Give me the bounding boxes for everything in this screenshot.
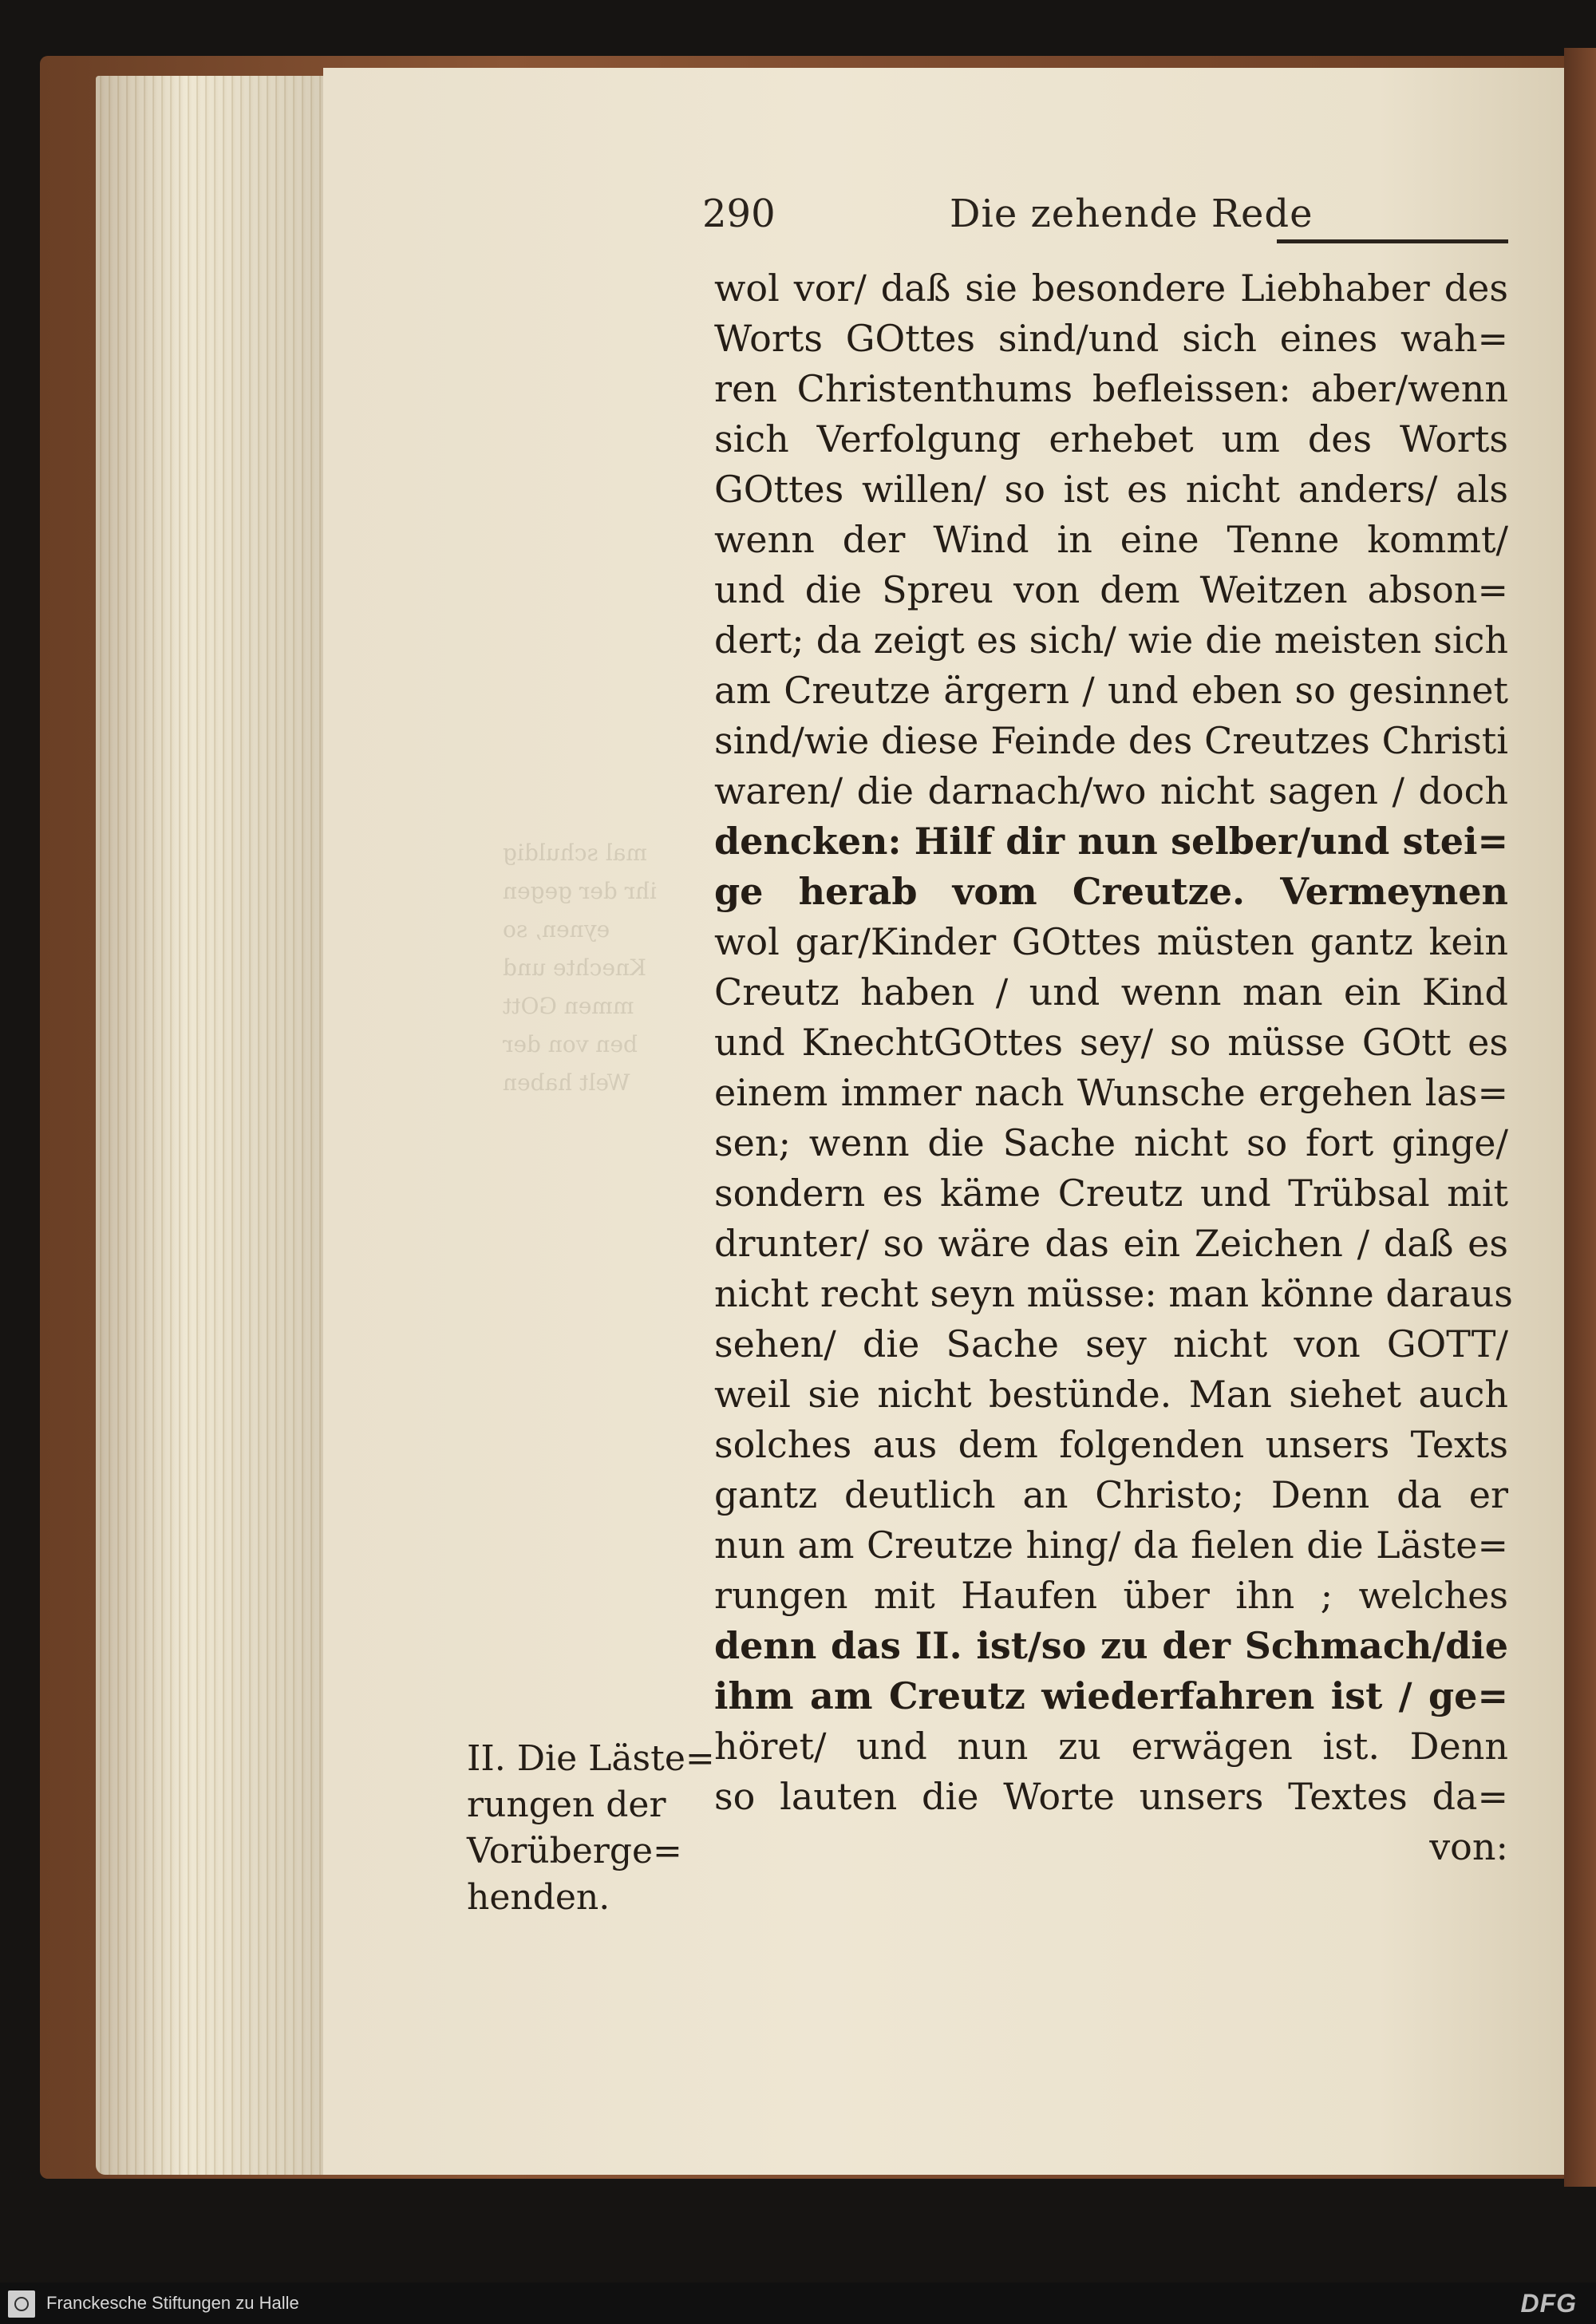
bleed-through-text	[503, 834, 694, 1169]
text-line: einem immer nach Wunsche ergehen las=	[714, 1071, 1508, 1114]
text-line: rungen mit Haufen über ihn ; welches	[714, 1574, 1508, 1617]
text-line: wol gar/Kinder GOttes müsten gantz kein	[714, 920, 1508, 963]
marginal-note	[467, 1736, 715, 1921]
text-line: wenn der Wind in eine Tenne kommt/	[714, 518, 1508, 561]
text-line: nun am Creutze hing/ da fielen die Läste=	[714, 1524, 1508, 1567]
text-line: solches aus dem folgenden unsers Texts	[714, 1423, 1508, 1466]
text-line: höret/ und nun zu erwägen ist. Denn	[714, 1725, 1508, 1768]
book-cover-right-edge	[1564, 48, 1596, 2187]
text-line-emphasis: dencken: Hilf dir nun selber/und stei=	[714, 820, 1508, 863]
bleed-line: mmen GOtt	[503, 993, 634, 1019]
text-line: gantz deutlich an Christo; Denn da er	[714, 1473, 1508, 1516]
text-line: dert; da zeigt es sich/ wie die meisten sich	[714, 619, 1508, 662]
bleed-line: Welt haben	[503, 1069, 630, 1096]
text-line: waren/ die darnach/wo nicht sagen / doch	[714, 769, 1508, 812]
text-line: nicht recht seyn müsse: man könne daraus	[714, 1272, 1513, 1315]
bleed-line: mal schuldig	[503, 840, 647, 866]
text-line-emphasis: ge herab vom Creutze. Vermeynen	[714, 870, 1508, 913]
text-line: wol vor/ daß sie besondere Liebhaber des	[714, 267, 1508, 310]
bleed-line: ihr der gegen	[503, 878, 658, 904]
marginal-note-line: II. Die Läste=	[467, 1738, 715, 1779]
text-line: und die Spreu von dem Weitzen abson=	[714, 568, 1508, 611]
text-line: Worts GOttes sind/und sich eines wah=	[714, 317, 1508, 360]
text-line: sind/wie diese Feinde des Creutzes Christi	[714, 719, 1508, 762]
marginal-note-line: Vorüberge=	[467, 1831, 682, 1871]
text-line: sondern es käme Creutz und Trübsal mit	[714, 1172, 1508, 1215]
marginal-note-line: rungen der	[467, 1785, 666, 1825]
viewer-footer	[0, 2282, 1596, 2324]
page-stack-shadow	[96, 76, 323, 2175]
text-line: so lauten die Worte unsers Textes da=	[714, 1775, 1508, 1818]
text-line: und KnechtGOttes sey/ so müsse GOtt es	[714, 1021, 1508, 1064]
text-line: drunter/ so wäre das ein Zeichen / daß es	[714, 1222, 1508, 1265]
bleed-line: eynen, so	[503, 916, 610, 943]
bleed-line: ben von der	[503, 1031, 638, 1057]
bleed-line: Knechte und	[503, 955, 646, 981]
text-line: sen; wenn die Sache nicht so fort ginge/	[714, 1121, 1508, 1164]
header-rule	[1277, 239, 1508, 243]
dfg-logo[interactable]: DFG	[1520, 2289, 1577, 2318]
text-line: weil sie nicht bestünde. Man siehet auch	[714, 1373, 1508, 1416]
text-line-last: von:	[1429, 1825, 1508, 1868]
institution-logo-icon	[8, 2290, 35, 2318]
main-text-block	[714, 263, 1513, 1872]
running-title: Die zehende Rede	[950, 192, 1314, 236]
page-number: 290	[702, 192, 776, 236]
text-line: am Creutze ärgern / und eben so gesinnet	[714, 669, 1508, 712]
text-line: sich Verfolgung erhebet um des Worts	[714, 417, 1508, 460]
text-line: ren Christenthums befleissen: aber/wenn	[714, 367, 1508, 410]
marginal-note-line: henden.	[467, 1877, 610, 1918]
text-line-emphasis: denn das II. ist/so zu der Schmach/die	[714, 1624, 1508, 1667]
page-header	[702, 184, 1484, 247]
text-line: GOttes willen/ so ist es nicht anders/ als	[714, 468, 1508, 511]
text-line: sehen/ die Sache sey nicht von GOTT/	[714, 1322, 1508, 1366]
text-line-emphasis: ihm am Creutz wiederfahren ist / ge=	[714, 1674, 1508, 1717]
institution-name[interactable]: Franckesche Stiftungen zu Halle	[46, 2293, 299, 2313]
text-line: Creutz haben / und wenn man ein Kind	[714, 970, 1508, 1014]
